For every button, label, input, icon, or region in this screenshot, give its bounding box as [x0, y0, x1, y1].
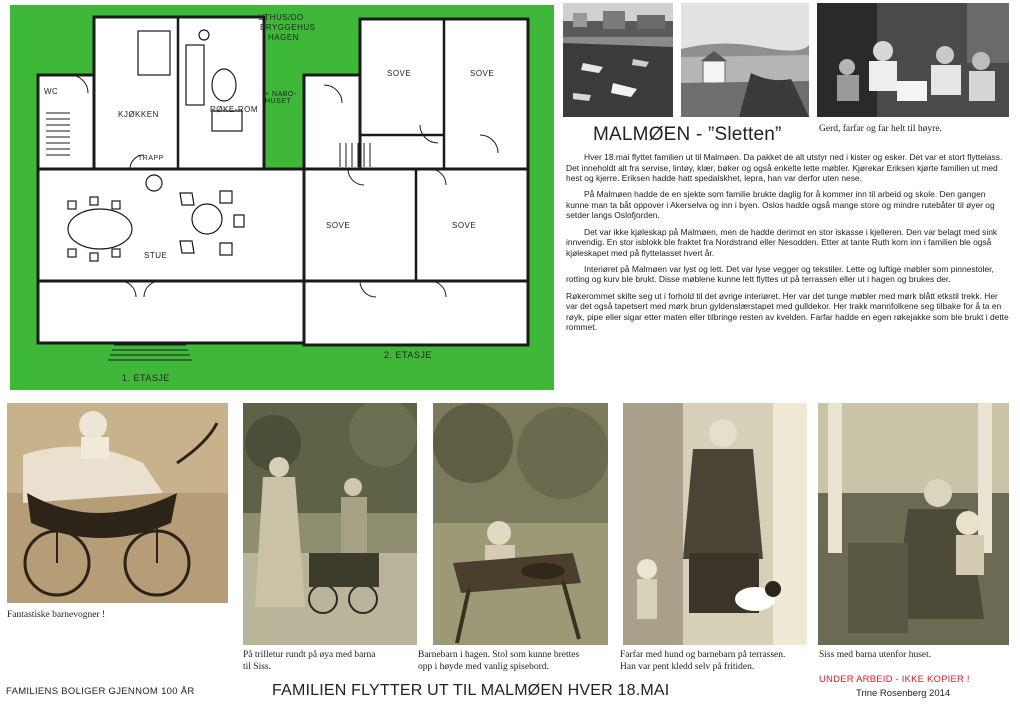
- plan-label-sove-3: SOVE: [326, 221, 351, 230]
- caption-grandfather: Farfar med hund og barnebarn på terrassen. Han var pent kledd selv på fritiden.: [620, 650, 786, 672]
- floor-plan-drawing: [10, 5, 554, 390]
- caption-siss: Siss med barna utenfor huset.: [819, 650, 932, 660]
- caption-group: Gerd, farfar og far helt til høyre.: [819, 124, 942, 134]
- plan2-terrace-block: [304, 281, 528, 345]
- plan1-stue-block: [38, 169, 328, 281]
- warning-notice: UNDER ARBEID - IKKE KOPIER !: [819, 674, 970, 685]
- plan1-terrace-block: [38, 281, 328, 343]
- caption-pram: Fantastiske barnevogner !: [7, 610, 106, 620]
- article-paragraph: Det var ikke kjøleskap på Malmøen, men de hadde derimot en stor iskasse i kjelleren. Den var belagt med sink innvendig. En stor isblokk ble fraktet fra Nordstrand eller Nesodden. Etter at tante Ruth kom inn i familien ble også kjøleskapet med på flyttelasset hvert år.: [566, 226, 998, 258]
- plan-label-trapp: TRAPP: [138, 155, 164, 162]
- beach-photo: [681, 3, 809, 117]
- plan-label-naboer: + NABO- HUSET: [265, 91, 297, 105]
- caption-walk: På trilletur rundt på øya med barna til Siss.: [243, 650, 376, 672]
- plan-label-wc: WC: [44, 87, 59, 96]
- garden-photo: [433, 403, 608, 645]
- plan-label-sove-2: SOVE: [470, 69, 495, 78]
- article-paragraph: Hver 18.mai flyttet familien ut til Malmøen. Da pakket de alt utstyr ned i kister og esker. Det var et stort flyttelass. Det inneholdt alt fra servise, lintøy, klær, bøker og også enkelte lette møbler. Kjørekar Eriksen kjørte familien ut med hest og kjerre. Eriksen hadde hatt spedalskhet, lepra, han var derfor uten nese.: [566, 152, 1003, 184]
- plan-label-etasje-2: 2. ETASJE: [384, 350, 432, 360]
- floor-plan: [10, 5, 554, 390]
- article-title: MALMØEN - ”Sletten”: [593, 124, 782, 145]
- plan-label-sove-4: SOVE: [452, 221, 477, 230]
- plan-label-etasje-1: 1. ETASJE: [122, 373, 170, 383]
- plan-label-uthus: UTHUS/DO: [258, 13, 304, 22]
- plan-label-stue: STUE: [144, 251, 168, 260]
- harbor-photo: [563, 3, 673, 117]
- walk-photo: [243, 403, 417, 645]
- article-paragraph: Interiøret på Malmøen var lyst og lett. Det var lyse vegger og tekstiler. Lette og luftige møbler som pinnestoler, rotting og kurv ble brukt. Disse møblene kunne lett flyttes ut på terrassen eller ut i hagen og brukes der.: [566, 263, 994, 285]
- plan-label-bryggehus: BRYGGEHUS: [260, 23, 316, 32]
- plan-label-kjokken: KJØKKEN: [118, 110, 159, 119]
- plan-label-rokerom: RØKE-ROM: [210, 105, 258, 114]
- author-credit: Trine Rosenberg 2014: [856, 688, 951, 699]
- plan-label-hagen: HAGEN: [268, 33, 299, 42]
- group-photo: [817, 3, 1009, 117]
- article-paragraph: På Malmøen hadde de en sjekte som familie brukte daglig for å kommer inn til arbeid og skole. Den gangen kunne man ta båt oppover i Akerselva og inn i byen. Oslos hadde også mange store og mindre rutebåter til øyer og setder langs Oslofjorden.: [566, 189, 995, 221]
- plan-label-sove-1: SOVE: [387, 69, 412, 78]
- article-body: [566, 152, 1010, 338]
- siss-photo: [818, 403, 1009, 645]
- page-heading: FAMILIEN FLYTTER UT TIL MALMØEN HVER 18.MAI: [272, 682, 670, 699]
- article-paragraph: Røkerommet skilte seg ut i forhold til det øvrige interiøret. Her var det tunge møbler med mørk blått etkstil trekk. Her var det også tapetsert med mørk brun gyldenslærstapet med gulldekor. Her trakk mannfolkene seg tilbake for å ta en røyk, pipe eller sigar etter maten eller tilbringe resten av kvelden. Farfar hadde en egen røkejakke som ble brukt i dette rommet.: [566, 290, 1009, 333]
- pram-photo: [7, 403, 228, 603]
- caption-garden: Barnebarn i hagen. Stol som kunne brettes opp i høyde med vanlig spisebord.: [418, 650, 580, 672]
- series-title: FAMILIENS BOLIGER GJENNOM 100 ÅR: [6, 686, 195, 697]
- grandfather-photo: [623, 403, 807, 645]
